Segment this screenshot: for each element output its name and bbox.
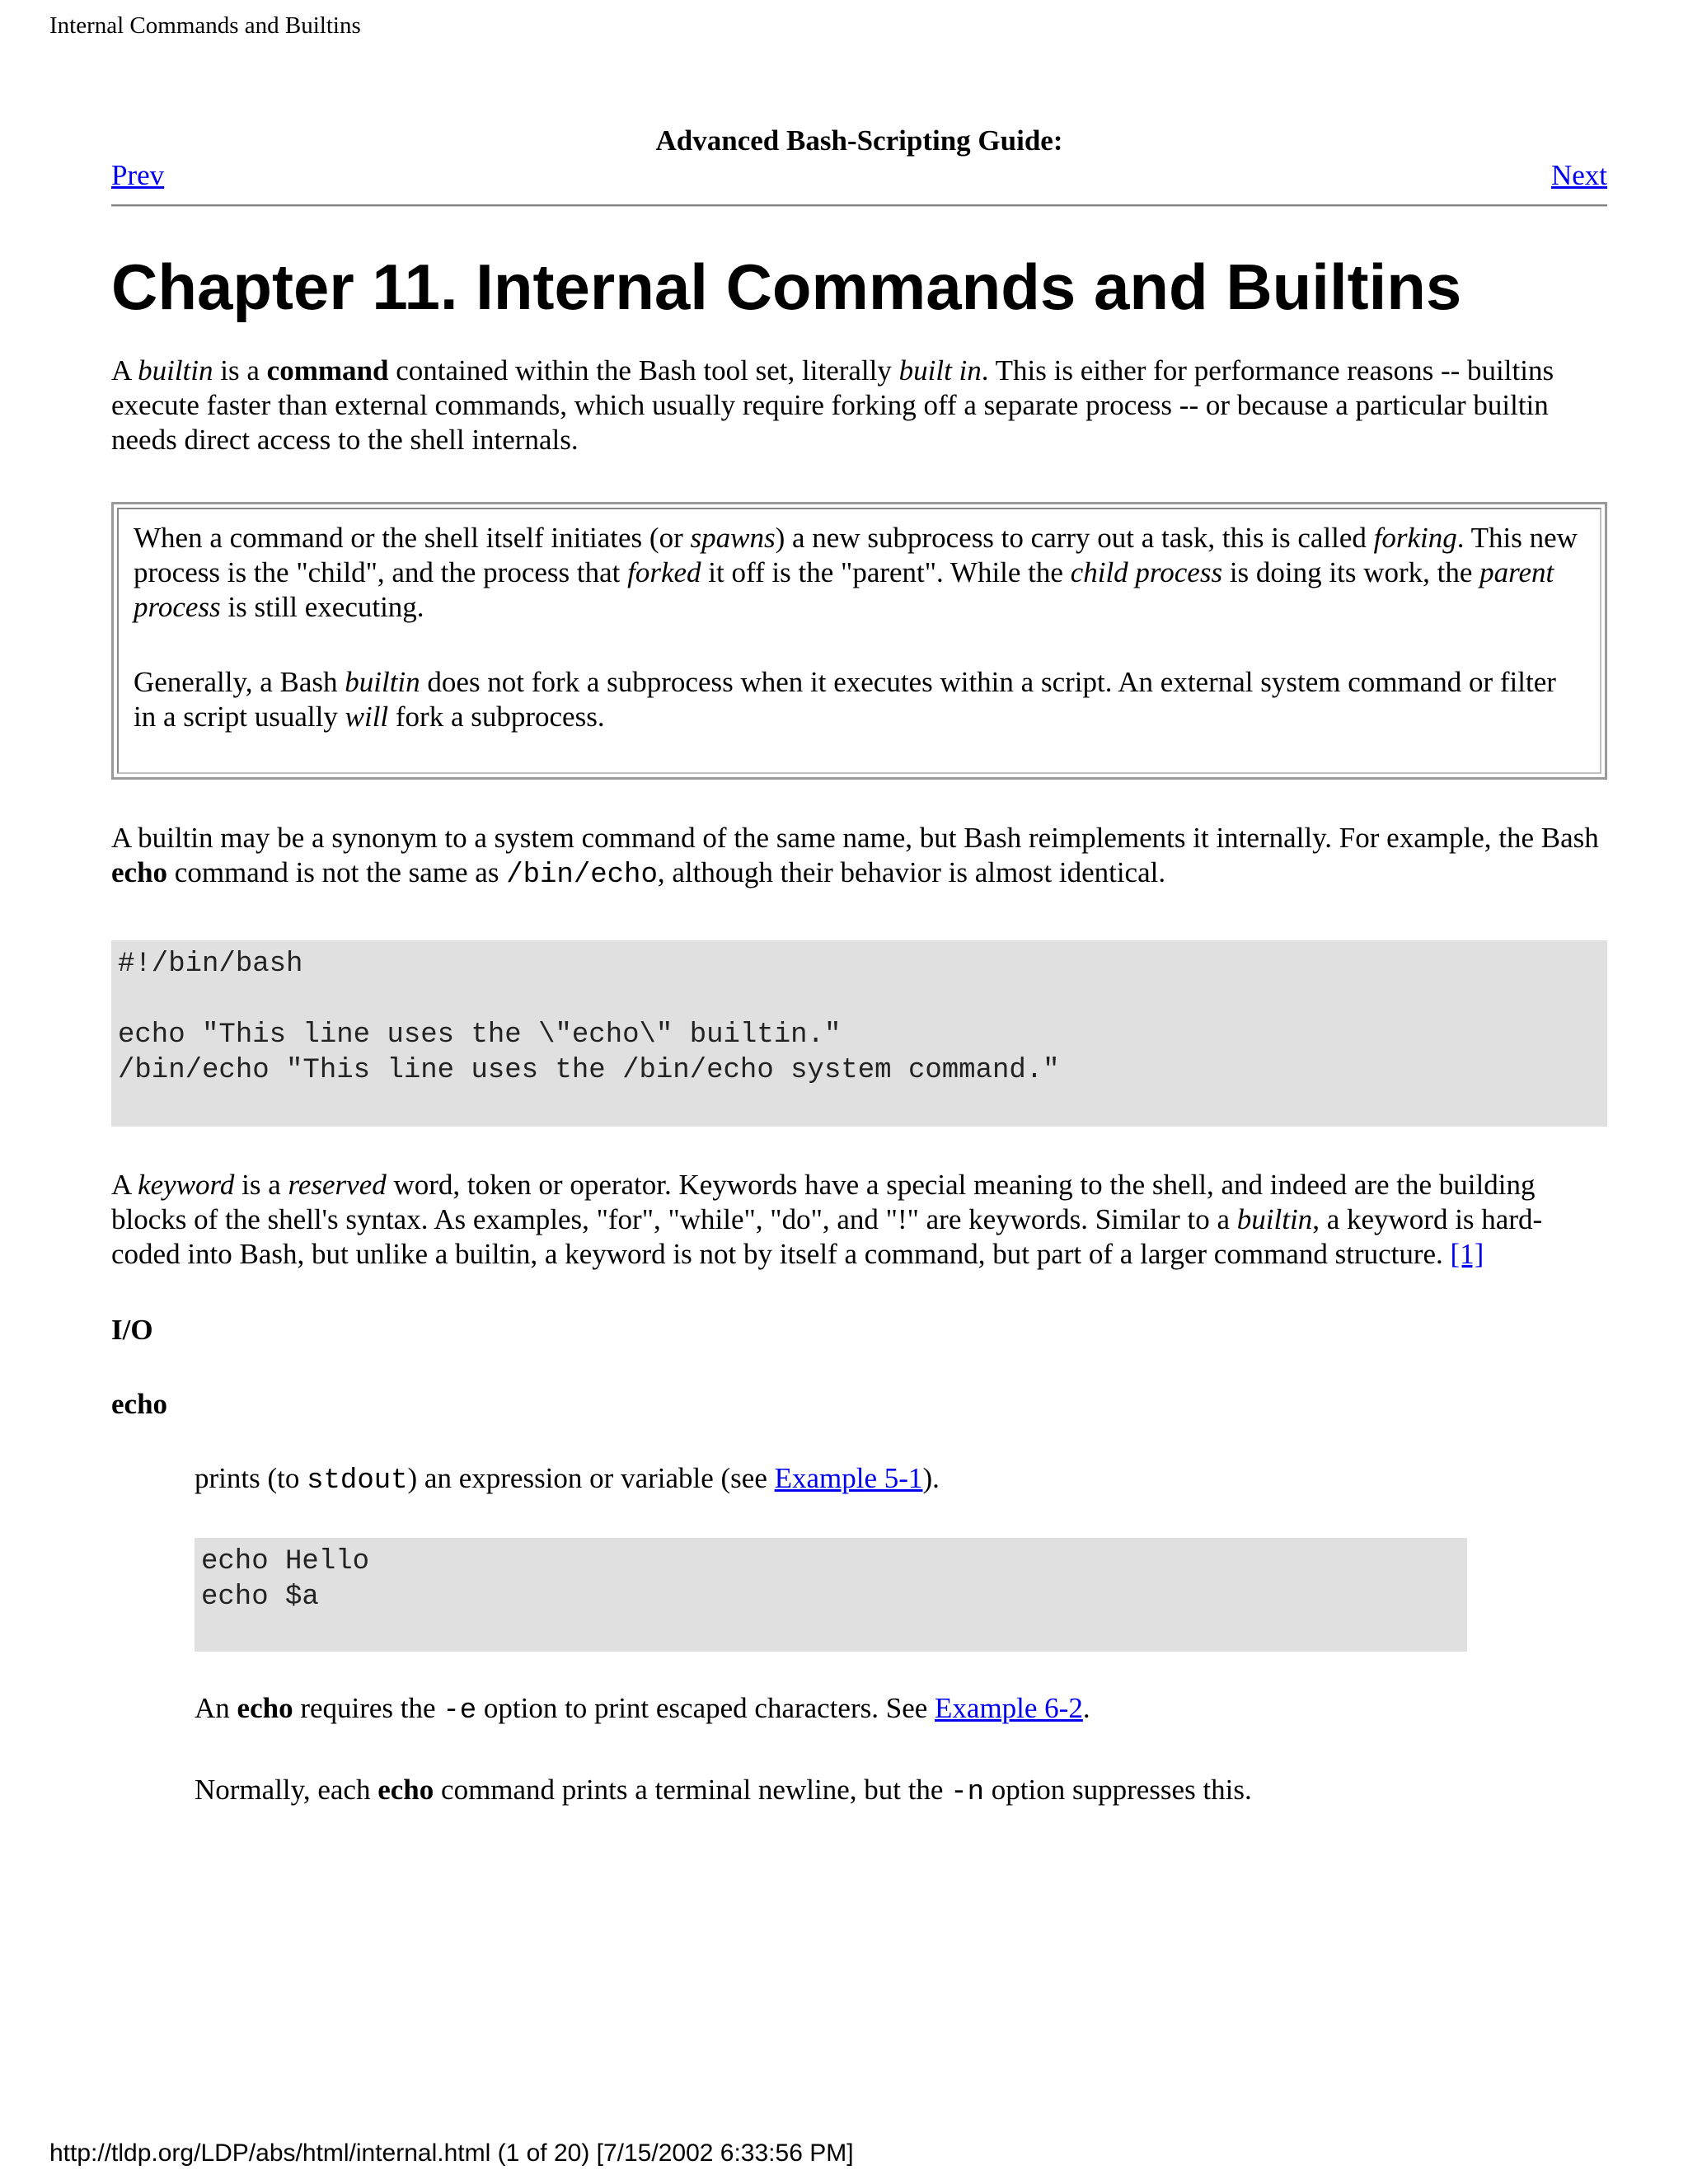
code-block-echo-hello: echo Hello echo $a	[195, 1538, 1467, 1652]
echo-n-paragraph: Normally, each echo command prints a terminal newline, but the -n option suppresses this.	[195, 1774, 1252, 1808]
note-box	[111, 502, 1607, 780]
example-6-2-link[interactable]: Example 6-2	[935, 1692, 1083, 1724]
nav-links	[111, 158, 1607, 193]
synonym-paragraph: A builtin may be a synonym to a system command of the same name, but Bash reimplements it internally. For example, the Bash echo command is not the same as /bin/echo, although their behavior is almost identical.	[111, 822, 1599, 891]
next-link[interactable]: Next	[1550, 159, 1607, 191]
nav-title: Advanced Bash-Scripting Guide:	[655, 124, 1063, 157]
intro-paragraph: A builtin is a command contained within the Bash tool set, literally built in. This is either for performance reasons -- builtins execute faster than external commands, which usually require forking off a separate process -- or because a particular builtin needs direct access to the shell internals.	[111, 354, 1554, 456]
term-echo: echo	[111, 1388, 168, 1420]
note-paragraph-builtin: Generally, a Bash builtin does not fork a subprocess when it executes within a script. An external system command or filter in a script usually will fork a subprocess.	[134, 666, 1556, 733]
page-content	[111, 124, 1607, 1810]
note-paragraph-forking: When a command or the shell itself initiates (or spawns) a new subprocess to carry out a task, this is called forking. This new process is the "child", and the process that forked it off is the "parent". While the child process is doing its work, the parent process is still executing.	[134, 522, 1578, 623]
running-header: Internal Commands and Builtins	[49, 12, 361, 39]
prev-link[interactable]: Prev	[111, 159, 165, 191]
header-divider	[111, 204, 1607, 207]
running-footer: http://tldp.org/LDP/abs/html/internal.html (1 of 20) [7/15/2002 6:33:56 PM]	[49, 2139, 854, 2167]
echo-definition	[195, 1461, 1607, 1810]
code-block-echo-builtin: #!/bin/bash echo "This line uses the \"echo\" builtin." /bin/echo "This line uses the /bin/echo system command."	[111, 940, 1607, 1127]
footnote-link[interactable]: [1]	[1450, 1238, 1484, 1270]
keyword-paragraph: A keyword is a reserved word, token or operator. Keywords have a special meaning to the shell, and indeed are the building blocks of the shell's syntax. As examples, "for", "while", "do", and "!" are keywords. Similar to a builtin, a keyword is hard-coded into Bash, but unlike a builtin, a keyword is not by itself a command, but part of a larger command structure. [1]	[111, 1169, 1543, 1270]
section-heading-io: I/O	[111, 1314, 153, 1346]
echo-e-paragraph: An echo requires the -e option to print escaped characters. See Example 6-2.	[195, 1692, 1090, 1727]
chapter-title: Chapter 11. Internal Commands and Builtins	[111, 251, 1462, 323]
echo-description: prints (to stdout) an expression or variable (see Example 5-1).	[195, 1462, 940, 1497]
example-5-1-link[interactable]: Example 5-1	[774, 1462, 923, 1494]
